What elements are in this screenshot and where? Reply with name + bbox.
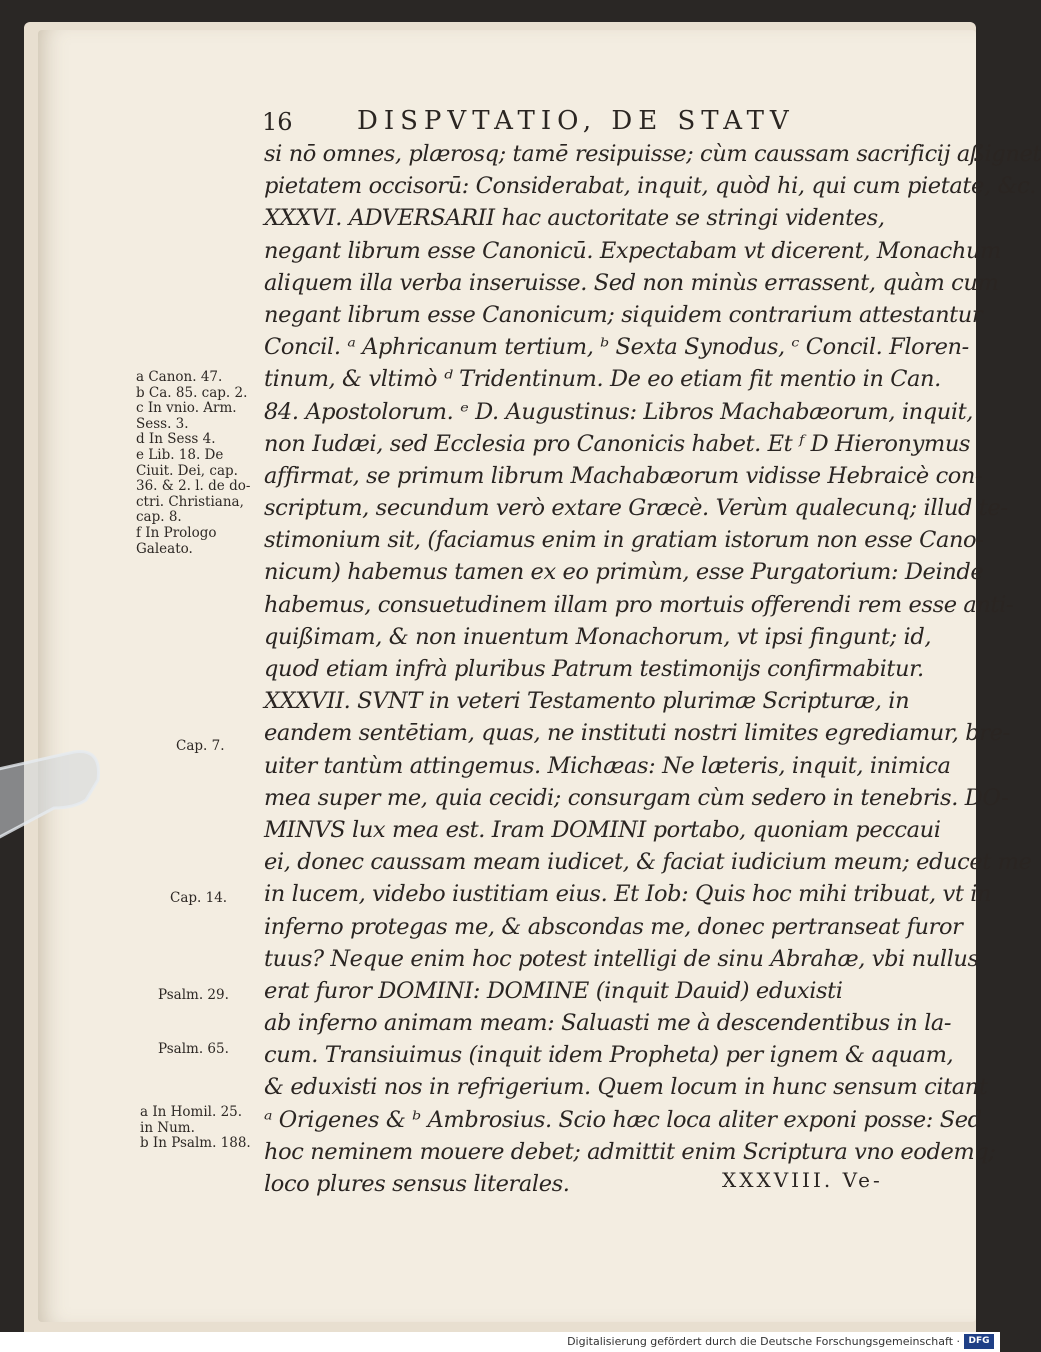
note-line: b In Psalm. 188. (140, 1135, 251, 1152)
body-line: stimonium sit, (faciamus enim in gratiam istorum non esse Cano- (264, 527, 984, 554)
body-line: si nō omnes, plærosq; tamē resipuisse; cùm caussam sacrificij aßignet (264, 141, 1041, 167)
body-line: pietatem occisorū: Considerabat, inquit, quòd hi, qui cum pietate, &c. (264, 173, 1037, 200)
body-line: quod etiam infrà pluribus Patrum testimonijs confirmabitur. (264, 656, 924, 682)
note-line: cap. 8. (136, 509, 182, 526)
body-line: XXXVI. ADVERSARII hac auctoritate se stringi videntes, (264, 205, 885, 232)
body-line: non Iudæi, sed Ecclesia pro Canonicis habet. Et ᶠ D Hieronymus (264, 430, 971, 457)
margin-note-psalm65 (158, 1042, 283, 1058)
body-line: tinum, & vltimò ᵈ Tridentinum. De eo etiam fit mentio in Can. (264, 366, 941, 393)
body-line: habemus, consuetudinem illam pro mortuis offerendi rem esse anti- (264, 591, 1014, 618)
margin-note-cap14 (170, 891, 295, 907)
note-line: Cap. 7. (176, 738, 225, 754)
body-line: MINVS lux mea est. Iram DOMINI portabo, quoniam peccaui (264, 816, 941, 843)
note-line: f In Prologo (136, 524, 217, 541)
body-line: uiter tantùm attingemus. Michæas: Ne læteris, inquit, inimica (264, 752, 951, 779)
body-line: aliquem illa verba inseruisse. Sed non minùs errassent, quàm cum (264, 269, 999, 296)
body-line: tuus? Neque enim hoc potest intelligi de sinu Abrahæ, vbi nullus (264, 945, 979, 972)
body-line: hoc neminem mouere debet; admittit enim Scriptura vno eodemq; (264, 1138, 996, 1165)
body-line: affirmat, se primum librum Machabæorum vidisse Hebraicè con- (264, 462, 983, 489)
note-line: d In Sess 4. (136, 431, 216, 448)
body-line: negant librum esse Canonicum; siquidem contrarium attestantur (264, 301, 983, 328)
body-line: cum. Transiuimus (inquit idem Propheta) per ignem & aquam, (264, 1042, 954, 1069)
note-line: Psalm. 29. (158, 987, 229, 1003)
body-line: scriptum, secundum verò extare Græcè. Verùm qualecunq; illud te- (264, 495, 1008, 522)
body-line: in lucem, videbo iustitiam eius. Et Iob: Quis hoc mihi tribuat, vt in (264, 881, 992, 908)
margin-note-references-2 (140, 1105, 265, 1152)
body-line: XXXVII. SVNT in veteri Testamento plurimæ Scripturæ, in (264, 688, 910, 715)
body-line: negant librum esse Canonicū. Expectabam vt dicerent, Monachum (264, 237, 1001, 264)
note-line: Ciuit. Dei, cap. (136, 462, 238, 479)
note-line: b Ca. 85. cap. 2. (136, 384, 248, 401)
body-line: loco plures sensus literales. (264, 1171, 570, 1197)
clip-bookmark-icon (0, 740, 106, 860)
page-number: 16 (262, 108, 293, 136)
note-line: Galeato. (136, 540, 193, 557)
footer-credit: Digitalisierung gefördert durch die Deutsche Forschungsgemeinschaft · (567, 1335, 960, 1348)
margin-note-psalm29 (158, 988, 283, 1004)
note-line: ctri. Christiana, (136, 493, 244, 510)
body-line: & eduxisti nos in refrigerium. Quem locum in hunc sensum citant (264, 1074, 988, 1101)
footer-bar (0, 1332, 1000, 1352)
body-line: eandem sentētiam, quas, ne instituti nostri limites egrediamur, bre- (264, 720, 1010, 747)
body-line: ᵃ Origenes & ᵇ Ambrosius. Scio hæc loca aliter exponi posse: Sed (264, 1106, 982, 1133)
note-line: e Lib. 18. De (136, 446, 224, 463)
note-line: in Num. (140, 1119, 195, 1136)
margin-note-references-1 (136, 370, 261, 557)
body-line: nicum) habemus tamen ex eo primùm, esse Purgatorium: Deinde (264, 559, 984, 586)
body-line: quißimam, & non inuentum Monachorum, vt ipsi fingunt; id, (264, 623, 932, 650)
margin-note-cap7 (176, 739, 301, 755)
body-line: mea super me, quia cecidi; consurgam cùm sedero in tenebris. DO- (264, 784, 1009, 811)
note-line: Sess. 3. (136, 415, 189, 432)
dfg-logo-icon: DFG (964, 1334, 994, 1349)
note-line: Psalm. 65. (158, 1041, 229, 1057)
body-line: Concil. ᵃ Aphricanum tertium, ᵇ Sexta Synodus, ᶜ Concil. Floren- (264, 334, 969, 361)
note-line: a In Homil. 25. (140, 1104, 243, 1120)
body-line: erat furor DOMINI: DOMINE (inquit Dauid) eduxisti (264, 977, 843, 1004)
note-line: 36. & 2. l. de do- (136, 478, 251, 495)
page-header (262, 104, 822, 138)
running-head: DISPVTATIO, DE STATV (357, 106, 795, 136)
note-line: c In vnio. Arm. (136, 400, 237, 417)
note-line: a Canon. 47. (136, 369, 223, 385)
note-line: Cap. 14. (170, 890, 228, 906)
catchword: XXXVIII. Ve- (722, 1168, 883, 1192)
body-line: ab inferno animam meam: Saluasti me à descendentibus in la- (264, 1010, 952, 1037)
body-line: inferno protegas me, & abscondas me, donec pertranseat furor (264, 913, 963, 940)
body-text (264, 138, 1041, 1200)
body-line: 84. Apostolorum. ᵉ D. Augustinus: Libros Machabæorum, inquit, (264, 398, 974, 425)
body-line: ei, donec caussam meam iudicet, & faciat iudicium meum; educet me (264, 849, 1032, 876)
